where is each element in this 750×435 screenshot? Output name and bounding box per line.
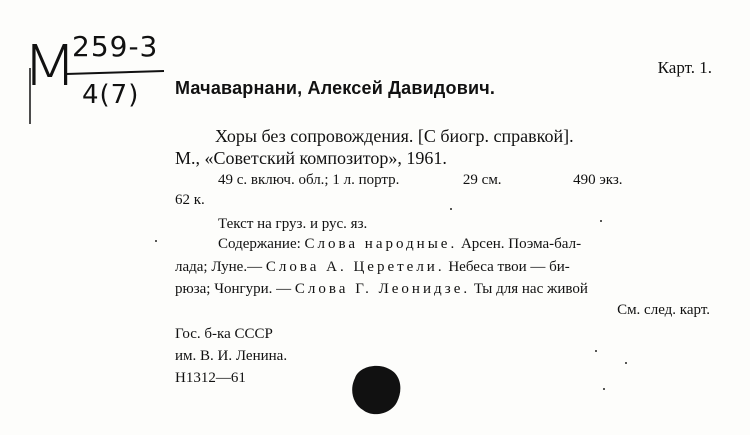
contents-start-2: лада; Луне.— — [175, 259, 266, 275]
shelf-mark-bottom: 4(7) — [82, 80, 140, 110]
contents-rest-2: Небеса твои — би- — [444, 259, 570, 275]
speck — [450, 208, 452, 210]
contents-words-2: Слова А. Церетели. — [265, 259, 445, 275]
copies-info: 490 экз. — [573, 172, 623, 188]
library-line-2: им. В. И. Ленина. — [175, 348, 288, 364]
physical-description — [218, 172, 623, 189]
see-next-card: См. след. карт. — [617, 302, 710, 318]
title-line-1: Хоры без сопровождения. [С биогр. справкой]. — [215, 126, 574, 146]
ink-stamp-blot — [345, 360, 405, 420]
title-line-2: М., «Советский композитор», 1961. — [175, 148, 447, 168]
card-number: Карт. 1. — [657, 58, 712, 77]
language-note: Текст на груз. и рус. яз. — [218, 216, 368, 232]
contents-rest-3: Ты для нас живой — [470, 281, 588, 297]
author-heading: Мачаварнани, Алексей Давидович. — [175, 78, 496, 98]
speck — [600, 220, 602, 222]
shelf-mark-letter: М — [22, 34, 79, 99]
library-line-1: Гос. б-ка СССР — [175, 326, 273, 342]
library-line-3: Н1312—61 — [175, 370, 246, 386]
contents-rest-1: Арсен. Поэма-бал- — [457, 236, 582, 252]
speck — [595, 350, 597, 352]
contents-line-1 — [218, 236, 581, 253]
contents-words-3: Слова Г. Леонидзе. — [294, 281, 471, 297]
contents-words-1: Слова народные. — [304, 236, 458, 252]
price: 62 к. — [175, 192, 205, 208]
contents-line-2 — [175, 259, 570, 276]
speck — [603, 388, 605, 390]
contents-start-3: рюза; Чонгури. — — [175, 281, 295, 297]
contents-line-3 — [175, 281, 588, 298]
shelf-mark — [22, 28, 172, 148]
shelf-mark-top: 259-3 — [72, 30, 159, 63]
pages-info: 49 с. включ. обл.; 1 л. портр. — [218, 172, 400, 188]
speck — [155, 240, 157, 242]
speck — [625, 362, 627, 364]
size-info: 29 см. — [462, 172, 502, 188]
contents-label: Содержание: — [218, 236, 305, 252]
